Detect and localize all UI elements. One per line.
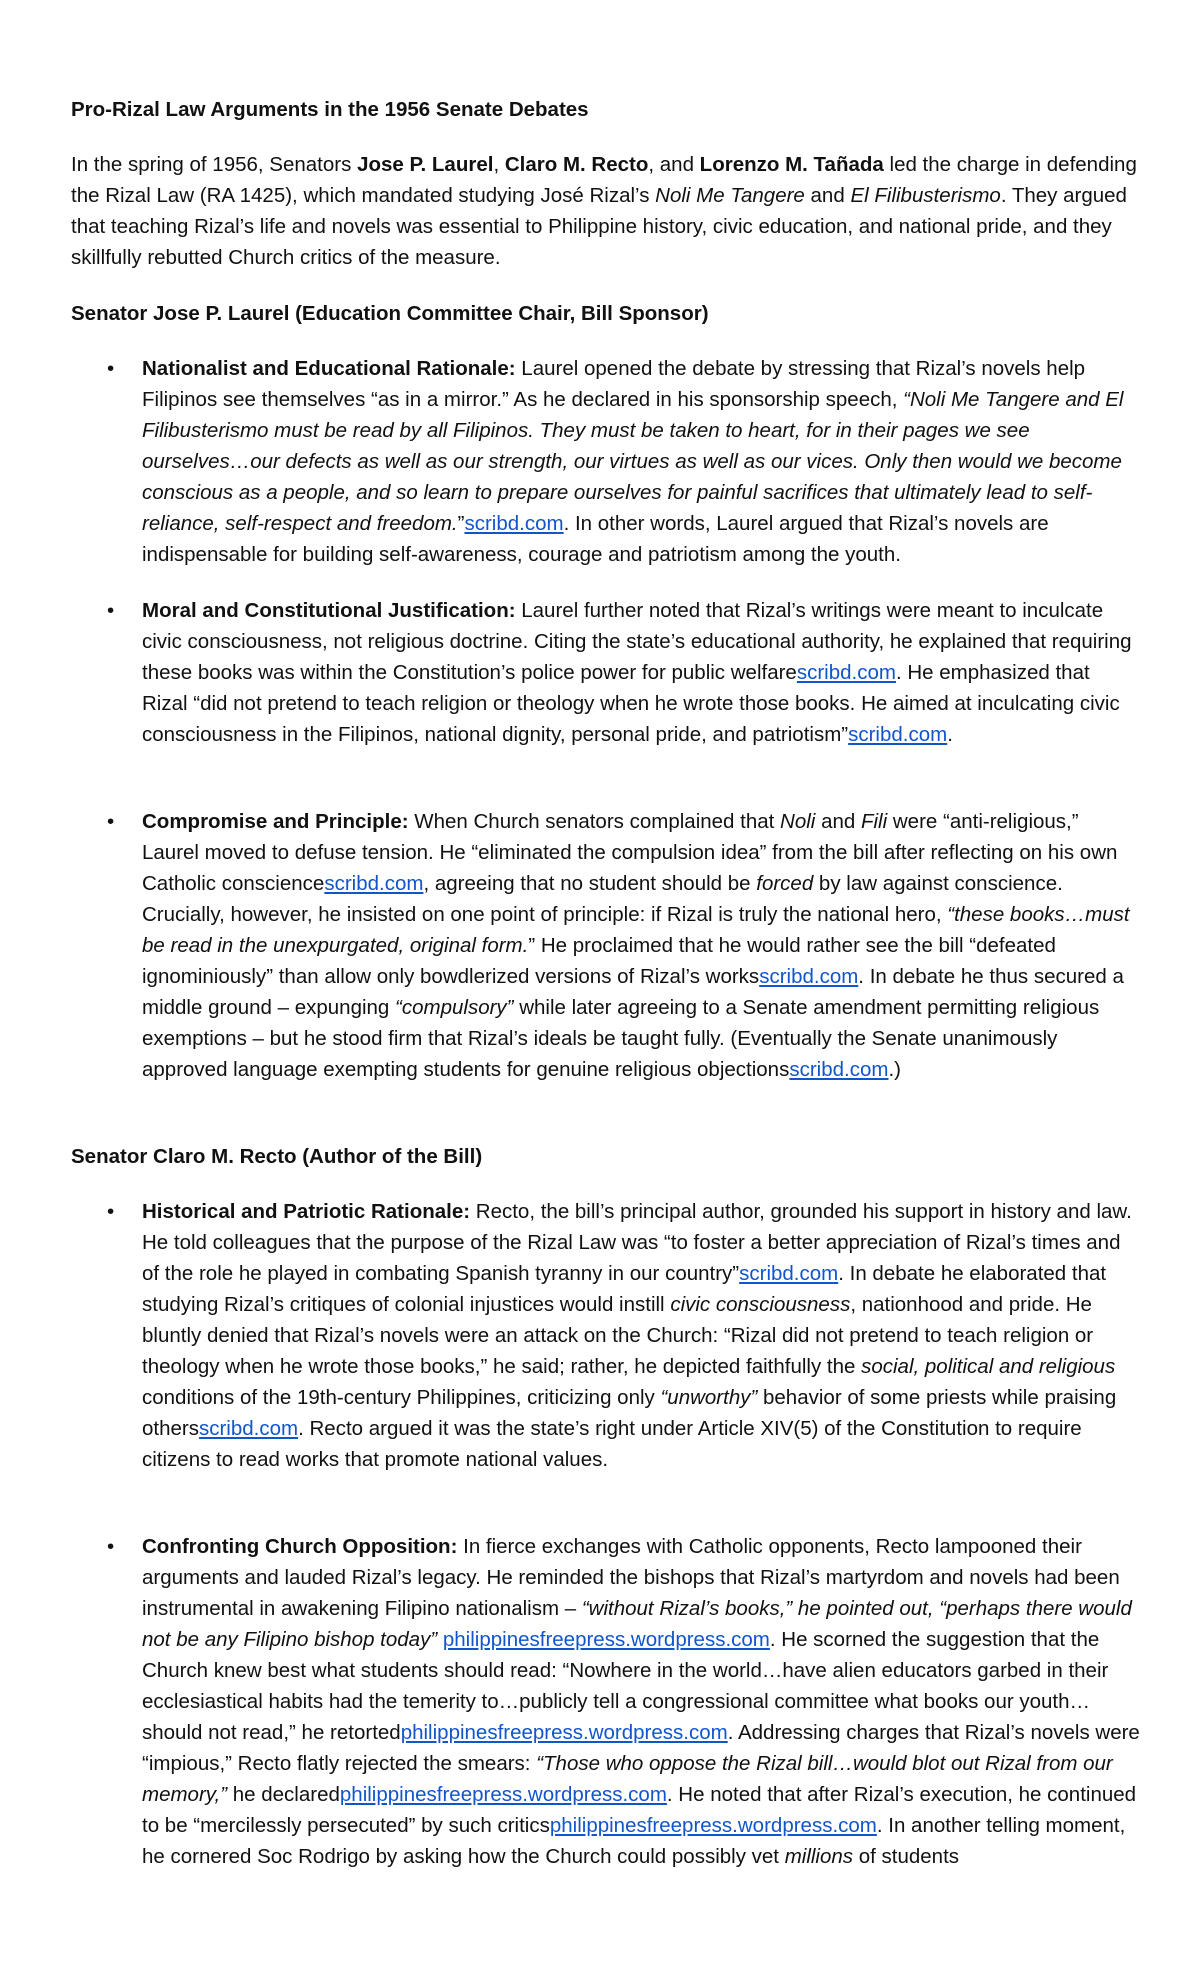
bullet-quote: “these books…must be read in the unexpurgated, original form. <box>142 903 1130 957</box>
source-link-scribd[interactable]: scribd.com <box>848 723 948 746</box>
source-link-freepress[interactable]: philippinesfreepress.wordpress.com <box>442 1628 770 1651</box>
intro-text: , and <box>648 153 700 176</box>
bullet-text: . In debate he elaborated that studying Rizal’s critiques of colonial injustices would instill <box>142 1262 1107 1316</box>
source-link-scribd[interactable]: scribd.com <box>464 512 564 535</box>
bullet-italic: “compulsory” <box>395 996 514 1019</box>
bullet-italic: Fili <box>860 810 888 833</box>
bullet-label: Historical and Patriotic Rationale: <box>142 1200 471 1223</box>
source-link-freepress[interactable]: philippinesfreepress.wordpress.com <box>339 1783 667 1806</box>
bullet-text: ” <box>457 512 465 535</box>
bullet-text: , nationhood and pride. He bluntly denied that Rizal’s novels were an attack on the Church: “Rizal did not pretend to teach religion or theology when he wrote those books,” he said; rather, he depicted faithfully the <box>142 1293 1094 1378</box>
bullet-text: Laurel opened the debate by stressing that Rizal’s novels help Filipinos see themselves “as in a mirror.” As he declared in his sponsorship speech, <box>142 357 1086 411</box>
bullet-text: . Recto argued it was the state’s right under Article XIV(5) of the Constitution to require citizens to read works that promote national values. <box>142 1417 1082 1471</box>
bullet-quote: “Noli Me Tangere and El Filibusterismo must be read by all Filipinos. They must be taken to heart, for in their pages we see ourselves…our defects as well as our strength, our virtues as well as our vices. Only then would we become conscious as a people, and so learn to prepare ourselves for painful sacrifices that ultimately lead to self-reliance, self-respect and freedom. <box>142 388 1124 535</box>
bullet-text: by law against conscience. Crucially, however, he insisted on one point of principle: if Rizal is truly the national hero, <box>142 872 1063 926</box>
bullet-italic: social, political and religious <box>861 1355 1116 1378</box>
bullet-text: behavior of some priests while praising others <box>142 1386 1117 1440</box>
section-heading-recto: Senator Claro M. Recto (Author of the Bill) <box>71 1145 483 1168</box>
bullet-italic: “unworthy” <box>660 1386 758 1409</box>
bullet-marker: • <box>107 810 115 833</box>
intro-name-laurel: Jose P. Laurel <box>357 153 494 176</box>
intro-text: , <box>493 153 505 176</box>
bullet-text: ” He proclaimed that he would rather see the bill “defeated ignominiously” than allow only bowdlerized versions of Rizal’s works <box>142 934 1056 988</box>
source-link-scribd[interactable]: scribd.com <box>198 1417 299 1440</box>
bullet-text: and <box>815 810 861 833</box>
bullet-text: . In another telling moment, he cornered Soc Rodrigo by asking how the Church could possibly vet <box>142 1814 1126 1868</box>
bullet-text: . He scorned the suggestion that the Church knew best what students should read: “Nowhere in the world…have alien educators garbed in their ecclesiastical habits had the temerity to…publicly tell a congressional committee what books our youth…should not read,” he retorted <box>142 1628 1109 1744</box>
intro-text: and <box>804 184 851 207</box>
bullet-recto-rationale <box>107 1196 1140 1475</box>
bullet-quote: “Those who oppose the Rizal bill…would blot out Rizal from our memory,” <box>142 1752 1113 1806</box>
source-link-scribd[interactable]: scribd.com <box>739 1262 839 1285</box>
bullet-text: , agreeing that no student should be <box>423 872 757 895</box>
bullet-text: . In debate he thus secured a middle ground – expunging <box>142 965 1124 1019</box>
bullet-text: while later agreeing to a Senate amendment permitting religious exemptions – but he stood firm that Rizal’s ideals be taught fully. (Eventually the Senate unanimously approved language exempting students for genuine religious objections <box>142 996 1100 1081</box>
bullet-text: In fierce exchanges with Catholic opponents, Recto lampooned their arguments and lauded Rizal’s legacy. He reminded the bishops that Rizal’s martyrdom and novels had been instrumental in awakening Filipino nationalism – <box>142 1535 1120 1620</box>
source-link-scribd[interactable]: scribd.com <box>796 661 896 684</box>
bullet-quote: “without Rizal’s books,” he pointed out, “perhaps there would not be any Filipino bishop today” <box>142 1597 1132 1651</box>
bullet-text: . He emphasized that Rizal “did not pretend to teach religion or theology when he wrote those books. He aimed at inculcating civic consciousness in the Filipinos, national dignity, personal pride, and patriotism” <box>142 661 1120 746</box>
bullet-text: When Church senators complained that <box>408 810 781 833</box>
bullet-recto-opposition <box>107 1531 1140 1872</box>
bullet-marker: • <box>107 1535 115 1558</box>
bullet-text: Recto, the bill’s principal author, grounded his support in history and law. He told colleagues that the purpose of the Rizal Law was “to foster a better appreciation of Rizal’s times and of the role he played in combating Spanish tyranny in our country” <box>142 1200 1132 1285</box>
intro-paragraph <box>71 149 1141 273</box>
intro-text: . They argued that teaching Rizal’s life and novels was essential to Philippine history, civic education, and national pride, and they skillfully rebutted Church critics of the measure. <box>71 184 1127 269</box>
bullet-text: he declared <box>227 1783 340 1806</box>
bullet-text: . Addressing charges that Rizal’s novels were “impious,” Recto flatly rejected the smears: <box>142 1721 1140 1775</box>
bullet-italic: millions <box>784 1845 854 1868</box>
source-link-scribd[interactable]: scribd.com <box>789 1058 889 1081</box>
document-title: Pro-Rizal Law Arguments in the 1956 Senate Debates <box>71 98 589 121</box>
bullet-label: Moral and Constitutional Justification: <box>142 599 516 622</box>
intro-title-fili: El Filibusterismo <box>850 184 1001 207</box>
intro-text: led the charge in defending the Rizal Law (RA 1425), which mandated studying José Rizal’s <box>71 153 1137 207</box>
bullet-italic: Noli <box>780 810 816 833</box>
bullet-text: of students <box>853 1845 960 1868</box>
source-link-scribd[interactable]: scribd.com <box>324 872 424 895</box>
bullet-label: Compromise and Principle: <box>142 810 409 833</box>
bullet-text: Laurel further noted that Rizal’s writings were meant to inculcate civic consciousness, not religious doctrine. Citing the state’s educational authority, he explained that requiring these books was within the Constitution’s police power for public welfare <box>142 599 1132 684</box>
bullet-marker: • <box>107 1200 115 1223</box>
bullet-text: .) <box>888 1058 901 1081</box>
intro-text: In the spring of 1956, Senators <box>71 153 358 176</box>
bullet-laurel-rationale <box>107 353 1140 570</box>
bullet-text: . He noted that after Rizal’s execution, he continued to be “mercilessly persecuted” by such critics <box>142 1783 1137 1837</box>
bullet-text: . <box>947 723 953 746</box>
intro-name-tanada: Lorenzo M. Tañada <box>699 153 884 176</box>
bullet-label: Confronting Church Opposition: <box>142 1535 458 1558</box>
bullet-text: conditions of the 19th-century Philippines, criticizing only <box>142 1386 661 1409</box>
section-heading-laurel: Senator Jose P. Laurel (Education Committee Chair, Bill Sponsor) <box>71 302 709 325</box>
bullet-italic: forced <box>756 872 814 895</box>
source-link-scribd[interactable]: scribd.com <box>759 965 859 988</box>
source-link-freepress[interactable]: philippinesfreepress.wordpress.com <box>400 1721 728 1744</box>
intro-name-recto: Claro M. Recto <box>504 153 649 176</box>
bullet-italic: civic consciousness <box>670 1293 851 1316</box>
bullet-marker: • <box>107 357 115 380</box>
bullet-laurel-compromise <box>107 806 1140 1085</box>
bullet-label: Nationalist and Educational Rationale: <box>142 357 516 380</box>
bullet-text: . In other words, Laurel argued that Rizal’s novels are indispensable for building self-awareness, courage and patriotism among the youth. <box>142 512 1049 566</box>
bullet-text: were “anti-religious,” Laurel moved to defuse tension. He “eliminated the compulsion idea” from the bill after reflecting on his own Catholic conscience <box>142 810 1118 895</box>
bullet-marker: • <box>107 599 115 622</box>
source-link-freepress[interactable]: philippinesfreepress.wordpress.com <box>549 1814 877 1837</box>
bullet-laurel-justification <box>107 595 1140 750</box>
intro-title-noli: Noli Me Tangere <box>655 184 805 207</box>
